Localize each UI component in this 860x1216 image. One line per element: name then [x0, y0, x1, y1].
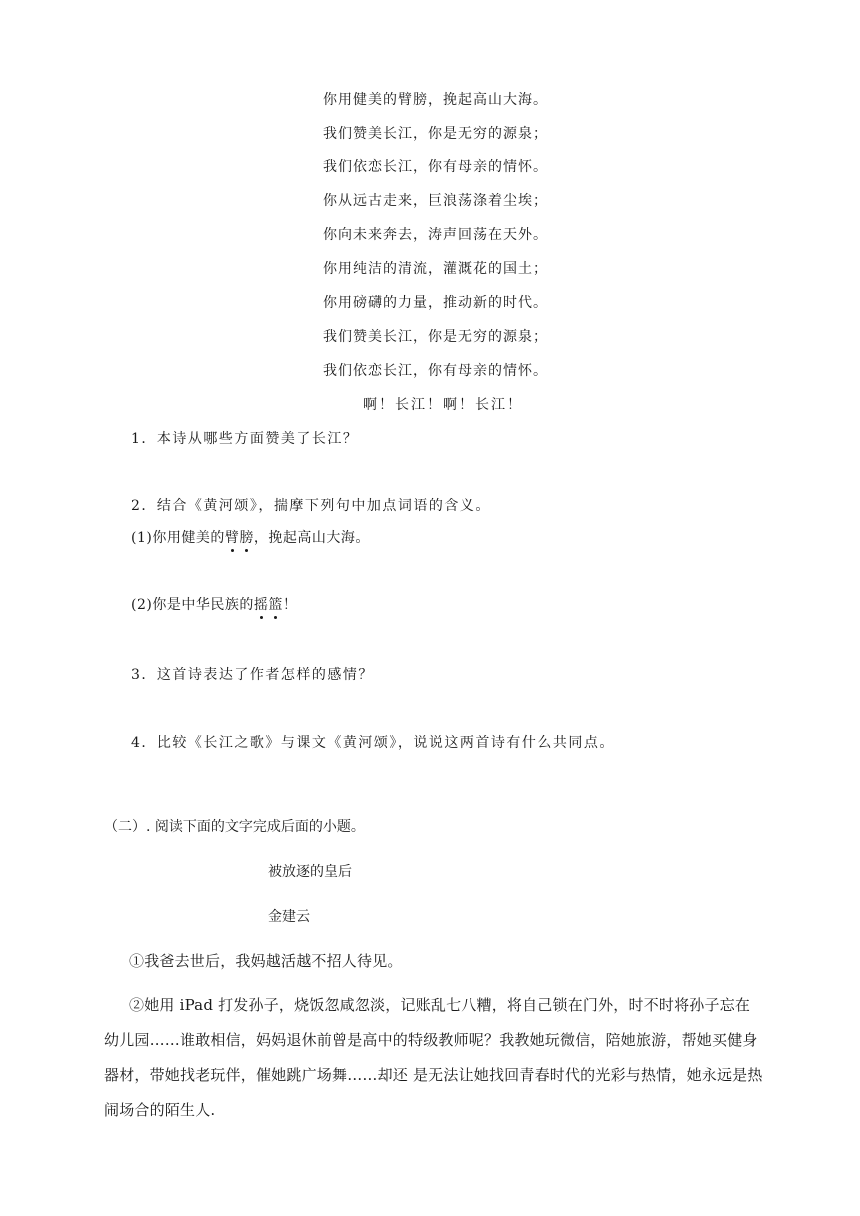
paragraph-1: ①我爸去世后，我妈越活越不招人待见。 — [129, 952, 403, 970]
item-text: (1)你用健美的 — [131, 530, 225, 546]
paragraph-2: ②她用 iPad 打发孙子，烧饭忽咸忽淡，记账乱七八糟，将自己锁在门外，时不时将孙子忘在幼儿园……谁敢相信，妈妈退休前曾是高中的特级教师呢？我教她玩微信，陪她旅游，帮她买健身器材，带她找老玩伴，催她跳广场舞……却还 是无法让她找回青春时代的光彩与热情，她永远是热闹场合的陌生人. — [104, 996, 763, 1119]
poem-line: 你用健美的臂膀，挽起高山大海。 — [323, 92, 548, 108]
poem-ending: 啊！长江！啊！长江！ — [363, 397, 523, 413]
article-author: 金建云 — [268, 909, 310, 925]
poem-line: 我们赞美长江，你是无穷的源泉； — [323, 126, 548, 142]
question-2-item-1 — [131, 527, 370, 547]
item-text: ，挽起高山大海。 — [253, 530, 370, 546]
item-text: (2)你是中华民族的 — [131, 597, 254, 613]
question-3: 3．这首诗表达了作者怎样的感情？ — [131, 667, 374, 683]
emphasized-char: 篮 — [268, 594, 283, 614]
poem-line: 你从远古走来，巨浪荡涤着尘埃； — [323, 193, 548, 209]
question-2-item-2 — [131, 594, 297, 614]
emphasized-char: 摇 — [254, 594, 269, 614]
poem-line: 你用纯洁的清流，灌溉花的国土； — [323, 261, 548, 277]
question-4: 4．比较《长江之歌》与课文《黄河颂》，说说这两首诗有什么共同点。 — [131, 735, 615, 751]
article-title: 被放逐的皇后 — [268, 864, 352, 880]
emphasized-char: 臂 — [225, 527, 240, 547]
poem-line: 我们依恋长江，你有母亲的情怀。 — [323, 159, 548, 175]
poem-line: 我们赞美长江，你是无穷的源泉； — [323, 329, 548, 345]
poem-line: 你向未来奔去，涛声回荡在天外。 — [323, 227, 548, 243]
question-1: 1．本诗从哪些方面赞美了长江？ — [131, 431, 359, 447]
section-heading: （二）. 阅读下面的文字完成后面的小题。 — [104, 819, 365, 835]
emphasized-char: 膀 — [239, 527, 254, 547]
question-2: 2．结合《黄河颂》，揣摩下列句中加点词语的含义。 — [131, 498, 491, 514]
item-text: ！ — [282, 597, 298, 613]
poem-line: 我们依恋长江，你有母亲的情怀。 — [323, 363, 548, 379]
poem-line: 你用磅礴的力量，推动新的时代。 — [323, 295, 548, 311]
